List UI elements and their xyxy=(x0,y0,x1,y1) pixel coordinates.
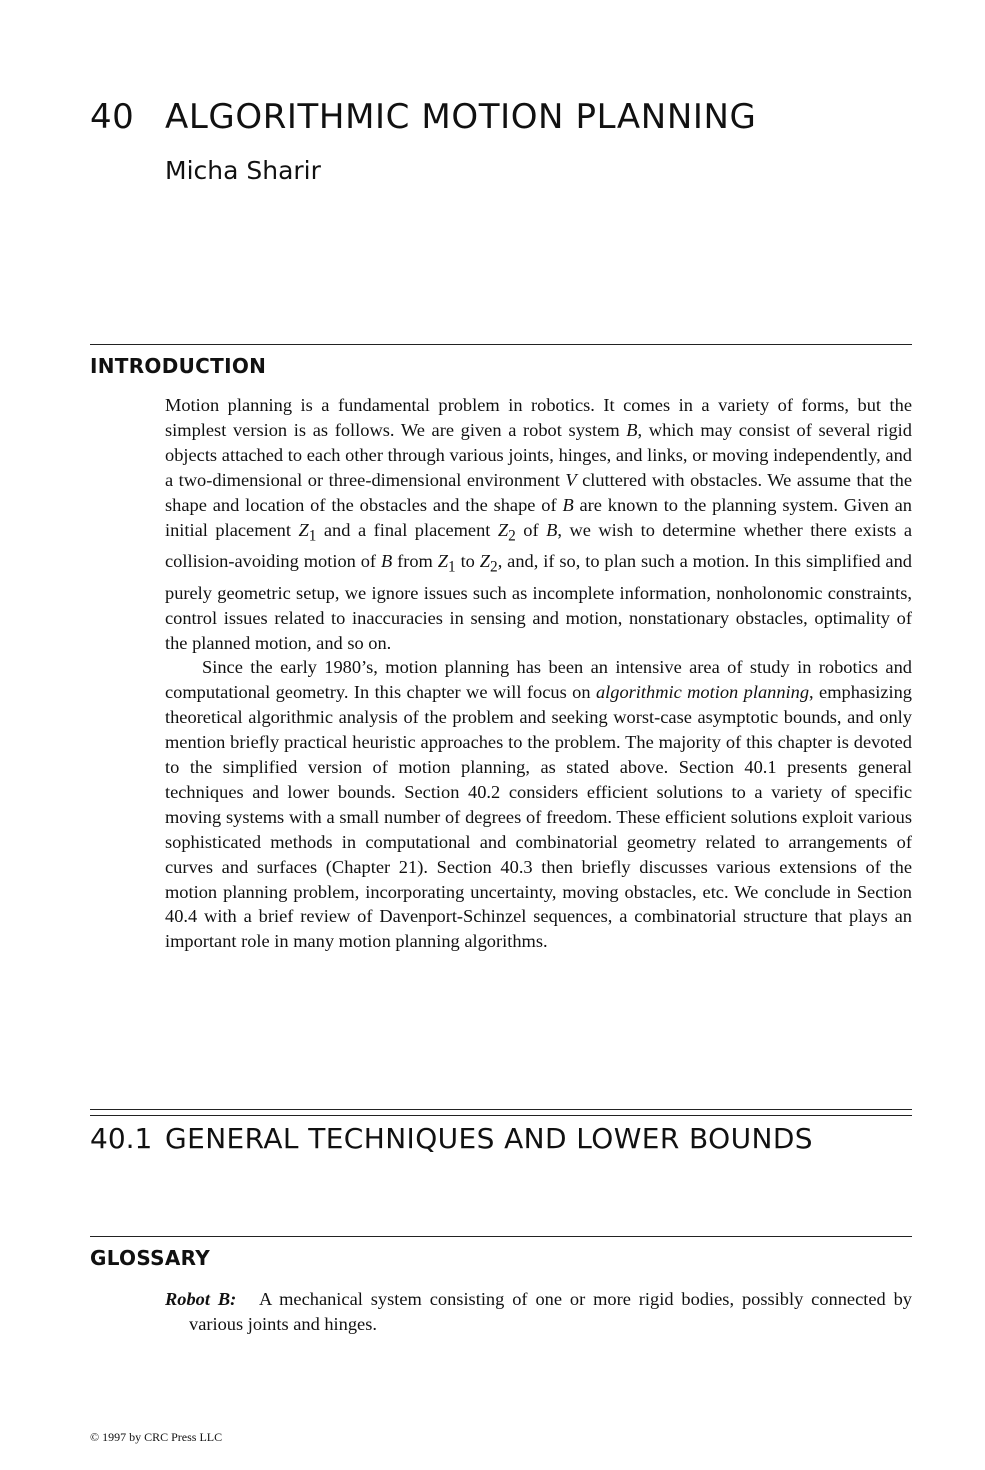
chapter-title: ALGORITHMIC MOTION PLANNING xyxy=(165,97,757,137)
intro-top-rule xyxy=(90,344,912,345)
footer-copyright: © 1997 by CRC Press LLC xyxy=(90,1430,223,1444)
section-title: GENERAL TECHNIQUES AND LOWER BOUNDS xyxy=(165,1122,813,1155)
glossary-term: Robot B: xyxy=(165,1289,237,1309)
glossary-definition: A mechanical system consisting of one or more rigid bodies, possibly connected by various joints and hinges. xyxy=(189,1289,912,1334)
chapter-number: 40 xyxy=(90,97,135,137)
section-number: 40.1 xyxy=(90,1122,153,1155)
glossary-heading: GLOSSARY xyxy=(90,1246,211,1270)
introduction-body xyxy=(165,393,912,954)
intro-paragraph-2: Since the early 1980’s, motion planning has been an intensive area of study in robotics and computational geometry. In this chapter we will focus on algorithmic motion planning, emphasizing theoretical algorithmic analysis of the problem and seeking worst-case asymptotic bounds, and only mention briefly practical heuristic approaches to the problem. The majority of this chapter is devoted to the simplified version of motion planning, as stated above. Section 40.1 presents general techniques and lower bounds. Section 40.2 considers efficient solutions to a variety of specific moving systems with a small number of degrees of freedom. These efficient solutions exploit various sophisticated methods in computational and combinatorial geometry related to arrangements of curves and surfaces (Chapter 21). Section 40.3 then briefly discusses various extensions of the motion planning problem, incorporating uncertainty, moving obstacles, etc. We conclude in Section 40.4 with a brief review of Davenport-Schinzel sequences, a combinatorial structure that plays an important role in many motion planning algorithms. xyxy=(165,657,912,952)
section-top-rule-2 xyxy=(90,1115,912,1116)
introduction-heading: INTRODUCTION xyxy=(90,354,267,378)
chapter-author: Micha Sharir xyxy=(165,156,321,185)
glossary-top-rule xyxy=(90,1236,912,1237)
glossary-entry xyxy=(165,1287,912,1337)
intro-paragraph-1: Motion planning is a fundamental problem in robotics. It comes in a variety of forms, but the simplest version is as follows. We are given a robot system B, which may consist of several rigid objects attached to each other through various joints, hinges, and links, or moving independently, and a two-dimensional or three-dimensional environment V cluttered with obstacles. We assume that the shape and location of the obstacles and the shape of B are known to the planning system. Given an initial placement $Z_1$ and a final placement $Z_2$ of B, we wish to determine whether there exists a collision-avoiding motion of B from $Z_1$ to $Z_2$, and, if so, to plan such a motion. In this simplified and purely geometric setup, we ignore issues such as incomplete information, nonholonomic constraints, control issues related to inaccuracies in sensing and motion, nonstationary obstacles, optimality of the planned motion, and so on. xyxy=(165,395,912,653)
section-top-rule-1 xyxy=(90,1109,912,1110)
